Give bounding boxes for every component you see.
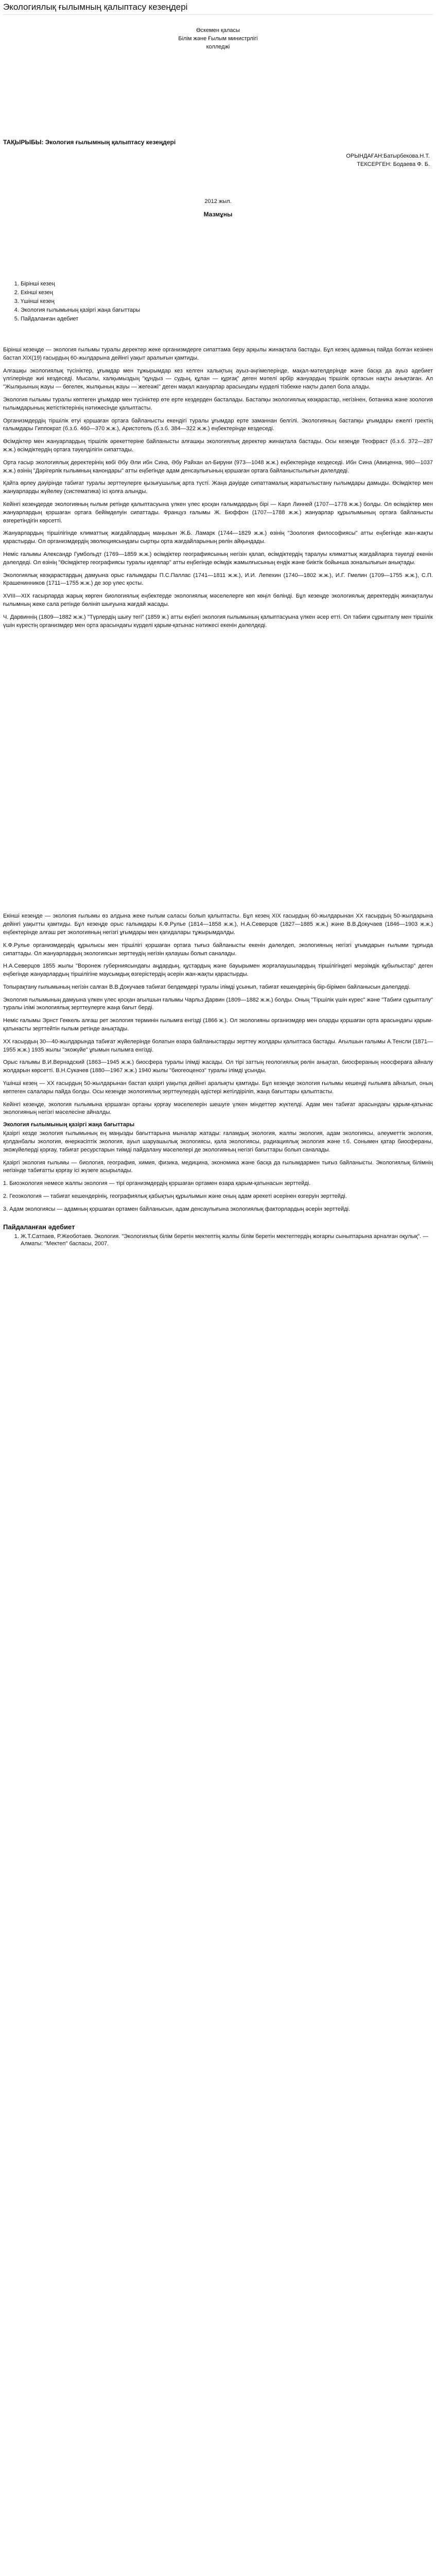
document-title: Экологиялық ғылымның қалыптасу кезеңдері — [3, 2, 433, 15]
toc-item: 4. Экология ғылымының қазіргі жаңа бағыттары — [21, 306, 433, 315]
school-line-1: Өскемен қаласы — [196, 27, 240, 33]
reference-item: 1. Ж.Т.Сатпаев, Р.Жеоботаев. Экология. "Экологиялық білім беретін мектептің жалпы білім беретін мектептердің жоғарғы сыныптарына арналған оқулық". — Алматы: "Мектеп" баспасы, 2007. — [21, 1233, 433, 1247]
school-line-2: Білім және Ғылым министрлігі — [178, 36, 258, 42]
section-4-heading: Экология ғылымының қазіргі жаңа бағыттары — [3, 1122, 135, 1128]
paragraph: Неміс ғалымы Александр Гумбольдт (1769—1859 ж.ж.) өсімдіктер географиясының негізін қалап, өсімдіктердің таралуы климаттық жағдайларға тәуелді екенін дәлелдеді. Ол өзінің "Өсімдіктер географиясы туралы идеялар" атты еңбегінде өсімдік жамылғысының ендік және биіктік бойынша зоналылығын анықтады. — [3, 551, 433, 566]
author-checked: ТЕКСЕРГЕН: Бодаева Ф. Б. — [357, 161, 430, 167]
paragraph: Н.А.Северцов 1855 жылы "Воронеж губерниясындағы аңдардың, құстардың және бауырымен жорғалаушылардың тіршілігіндегі мерзімдік құбылыстар" деген еңбегінде жануарлардың тіршілігіне маусымдық өзгерістердің әсерін жан-жақты қарастырды. — [3, 963, 433, 978]
paragraph: Жануарлардың тіршілігінде климаттық жағдайлардың маңызын Ж.Б. Ламарк (1744—1829 ж.ж.) өзінің "Зоология философиясы" атты еңбегінде жан-жақты қарастырды. Ол организмдердің эволюциясындағы сыртқы орта жағдайларының рөлін айқындады. — [3, 530, 433, 545]
paragraph: Орта ғасыр экологиялық деректерінің көбі Әбу Әли ибн Сина, Әбу Райхан әл-Бируни (973—1048 ж.ж.) еңбектерінде кездеседі. Ибн Сина (Авиценна, 980—1037 ж.ж.) өзінің "Дәрігерлік ғылымның канондары" атты еңбегінде адам денсаулығының қоршаған ортаға байланыстылығын дәлелдеді. — [3, 459, 433, 474]
author-block — [3, 152, 430, 168]
paragraph: Екінші кезеңде — экология ғылымы өз алдына жеке ғылым саласы болып қалыптасты. Бұл кезең XIX ғасырдың 60-жылдарынан XX ғасырдың 50-жылдарына дейінгі уақытты қамтиды. Бұл кезеңде орыс ғалымдары К.Ф.Рулье (1814—1858 ж.ж.), Н.А.Северцов (1827—1885 ж.ж.) және В.В.Докучаев (1846—1903 ж.ж.) еңбектерінде алғаш рет экологияның негізгі ұғымдары мен қағидалары тұжырымдалды. — [3, 913, 433, 936]
paragraph: Қайта өрлеу дәуірінде табиғат туралы зерттеулерге қызығушылық арта түсті. Жаңа дәуірде сипаттамалық жаратылыстану ғылымдары дамыды. Өсімдіктер мен жануарларды жүйелеу (систематика) ісі қолға алынды. — [3, 480, 433, 495]
section-2-body — [3, 912, 433, 1117]
paragraph: Экологиялық көзқарастардың дамуына орыс ғалымдары П.С.Паллас (1741—1811 ж.ж.), И.И. Лепехин (1740—1802 ж.ж.), И.Г. Гмелин (1709—1755 ж.ж.), С.П. Крашенинников (1711—1755 ж.ж.) де зор үлес қосты. — [3, 572, 433, 587]
table-of-contents — [3, 280, 433, 324]
section-1-body — [3, 346, 433, 630]
paragraph: Өсімдіктер мен жануарлардың тіршілік әрекеттеріне байланысты алғашқы экологиялық деректер жинақтала бастады. Осы кезеңде Теофраст (б.з.б. 372—287 ж.ж.) өсімдіктердің ортаға тәуелділігін сипаттады. — [3, 438, 433, 453]
toc-item: 2. Екінші кезең — [21, 289, 433, 297]
paragraph: Организмдердің тіршілік етуі қоршаған ортаға байланысты екендігі туралы ұғымдар ерте заманнан белгілі. Экологияның бастапқы ұғымдары ежелгі гректің ғалымдары Гиппократ (б.з.б. 460—370 ж.ж.), Аристотель (б.з.б. 384—322 ж.ж.) еңбектерінде кездеседі. — [3, 417, 433, 432]
paragraph: Алғашқы экологиялық түсініктер, ұғымдар мен тұжырымдар кез келген халықтың ауыз-әңгімелерінде, мақал-мәтелдерінде және басқа да ауыз әдебиет үлгілерінде жиі кездеседі. Мысалы, халқымыздың "құндыз — судың, құлан — құрғақ" деген мәтелі әрбір жануардың тіршілік ортасын нақты анықтаған. Ал "Жылқыының жауы — бөгелек, жылқының жауы — жегеәжі" деген мақал жануарлар арасындағы күрделі тізбекке нақты дәлел бола алады. — [3, 367, 433, 391]
topic-heading: ТАҚЫРЫБЫ: Экология ғылымның қалыптасу кезеңдері — [3, 139, 176, 146]
paragraph: 3. Адам экологиясы — адамның қоршаған ортамен байланысын, адам денсаулығына экологиялық факторлардың әсерін зерттейді. — [3, 1206, 351, 1212]
author-performed: ОРЫНДАҒАН:Батырбекова.Н.Т. — [346, 153, 430, 159]
paragraph: Неміс ғалымы Эрнст Геккель алғаш рет экология терминін ғылымға енгізді (1866 ж.). Ол экологияны организмдер мен оларды қоршаған орта арасындағы қарым-қатынасты зерттейтін ғылым ретінде анықтады. — [3, 1018, 433, 1032]
paragraph: Ч. Дарвиннің (1809—1882 ж.ж.) "Түрлердің шығу тегі" (1859 ж.) атты еңбегі экология ғылымының қалыптасуына үлкен әсер етті. Ол табиғи сұрыпталу мен тіршілік үшін күрестің организмдер мен орта арасындағы күрделі қарым-қатынас нәтижесі екенін дәлелдеді. — [3, 614, 433, 629]
school-line-3: колледжі — [206, 44, 230, 50]
paragraph: Қазіргі экология ғылымы — биология, география, химия, физика, медицина, экономика және басқа да ғылымдармен тығыз байланысты. Экологиялық білімнің негізінде табиғатты қорғау ісі жүзеге асырылады. — [3, 1159, 433, 1174]
paragraph: Экология ғылымы туралы көптеген ұғымдар мен түсініктер өте ерте кездерден басталады. Бастапқы экологиялық көзқарастар, негізінен, ботаника және зоология ғылымдарының жетістіктерінің нәтижесінде қалыптасты. — [3, 396, 433, 411]
toc-item: 5. Пайдаланған әдебиет — [21, 315, 433, 324]
paragraph: Кейінгі кезеңде, экология ғылымына қоршаған ортаны қорғау мәселелерін шешуге үлкен міндеттер жүктелді. Адам мен табиғат арасындағы қарым-қатынас экологияның негізгі мәселесіне айналды. — [3, 1101, 433, 1116]
paragraph: XX ғасырдың 30—40-жылдарында табиғат жүйелерінде болатын өзара байланыстарды зерттеу жолдары қалыптаса бастады. Ағылшын ғалымы А.Тенсли (1871—1955 ж.ж.) 1935 жылы "экожүйе" ұғымын ғылымға енгізді. — [3, 1038, 433, 1053]
paragraph: Қазіргі кезде экология ғылымының ең маңызды бағыттарына мыналар жатады: ғаламдық экология, жалпы экология, адам экологиясы, әлеуметтік экология, қолданбалы экология, өнеркәсіптік экология, ауыл шаруашылық экологиясы, қала экологиясы, радиациялық экология және т.б. Сонымен қатар биосфераны, экожүйелерді қорғау, табиғат ресурстарын тиімді пайдалану мәселелері де экологияның негізгі бағыттары болып саналады. — [3, 1130, 433, 1153]
toc-item: 3. Үшінші кезең — [21, 297, 433, 306]
paragraph: Бірінші кезеңде — экология ғылымы туралы деректер жеке организмдерге сипаттама беру арқылы жинақтала бастады. Бұл кезең адамның пайда болған кезінен бастап XIX(19) ғасырдың 60-жылдарына дейінгі уақыт аралығын қамтиды. — [3, 347, 433, 361]
school-block — [3, 26, 433, 51]
paragraph: Топырақтану ғылымының негізін салған В.В.Докучаев табиғат белдемдері туралы ілімді ұсынып, табиғат кешендерінің бір-бірімен байланысын дәлелдеді. — [3, 984, 411, 990]
paragraph: Орыс ғалымы В.И.Вернадский (1863—1945 ж.ж.) биосфера туралы ілімді жасады. Ол тірі заттың геологиялық рөлін анықтап, биосфераның ноосфераға айналу жолдарын көрсетті. В.Н.Сукачев (1880—1967 ж.ж.) 1940 жылы "биогеоценоз" туралы ілімді ұсынды. — [3, 1059, 433, 1074]
paragraph: Үшінші кезең — XX ғасырдың 50-жылдарынан бастап қазіргі уақытқа дейінгі аралықты қамтиды. Бұл кезеңде экология ғылымы кешенді ғылымға айналып, оның көптеген салалары пайда болды. Осы кезеңде экологиялық зерттеулердің әдістері жетілдіріліп, жаңа бағыттары қалыптасты. — [3, 1080, 433, 1095]
section-4-body — [3, 1130, 433, 1213]
paragraph: XVIII—XIX ғасырларда жарық көрген биологиялық еңбектерде экологиялық мәселелерге көп көңіл бөлінді. Бұл кезеңде экологиялық деректердің жинақталуы ғылымның жеке сала ретінде бөлініп шығуына жағдай жасады. — [3, 593, 433, 607]
document-page — [0, 0, 436, 1258]
paragraph: Кейінгі кезеңдерде экологияның ғылым ретінде қалыптасуына үлкен үлес қосқан ғалымдардың бірі — Карл Линней (1707—1778 ж.ж.) болды. Ол өсімдіктер мен жануарлардың қоршаған ортаға бейімделуін сипаттады. Француз ғалымы Ж. Бюффон (1707—1788 ж.ж.) жануарлар құрылымының ортаға байланысты өзгеретіндігін көрсетті. — [3, 501, 433, 524]
contents-heading: Мазмұны — [203, 211, 233, 218]
paragraph: К.Ф.Рулье организмдердің құрылысы мен тіршілігі қоршаған ортаға тығыз байланысты екенін дәлелдеп, экологияның негізгі ұғымдарын ғылыми тұрғыда сипаттады. Ол жануарлардың экологиясын зерттеудің негізін қалаушы болып саналады. — [3, 942, 433, 957]
paragraph: 2. Геоэкология — табиғат кешендерінің, географиялық қабықтың құрылымын және оның адам әрекеті әсерінен өзгеруін зерттейді. — [3, 1193, 347, 1200]
toc-item: 1. Бірінші кезең — [21, 280, 433, 289]
paragraph: 1. Биоэкология немесе жалпы экология — тірі организмдердің қоршаған ортамен өзара қарым-қатынасын зерттейді. — [3, 1180, 311, 1187]
year-label: 2012 жыл. — [204, 198, 232, 205]
paragraph: Экология ғылымының дамуына үлкен үлес қосқан ағылшын ғалымы Чарльз Дарвин (1809—1882 ж.ж.) болды. Оның "Тіршілік үшін күрес" және "Табиғи сұрыпталу" туралы ілімі экологиялық зерттеулерге жаңа бағыт берді. — [3, 996, 433, 1011]
references-heading: Пайдаланған әдебиет — [3, 1223, 75, 1231]
references-list — [3, 1233, 433, 1247]
